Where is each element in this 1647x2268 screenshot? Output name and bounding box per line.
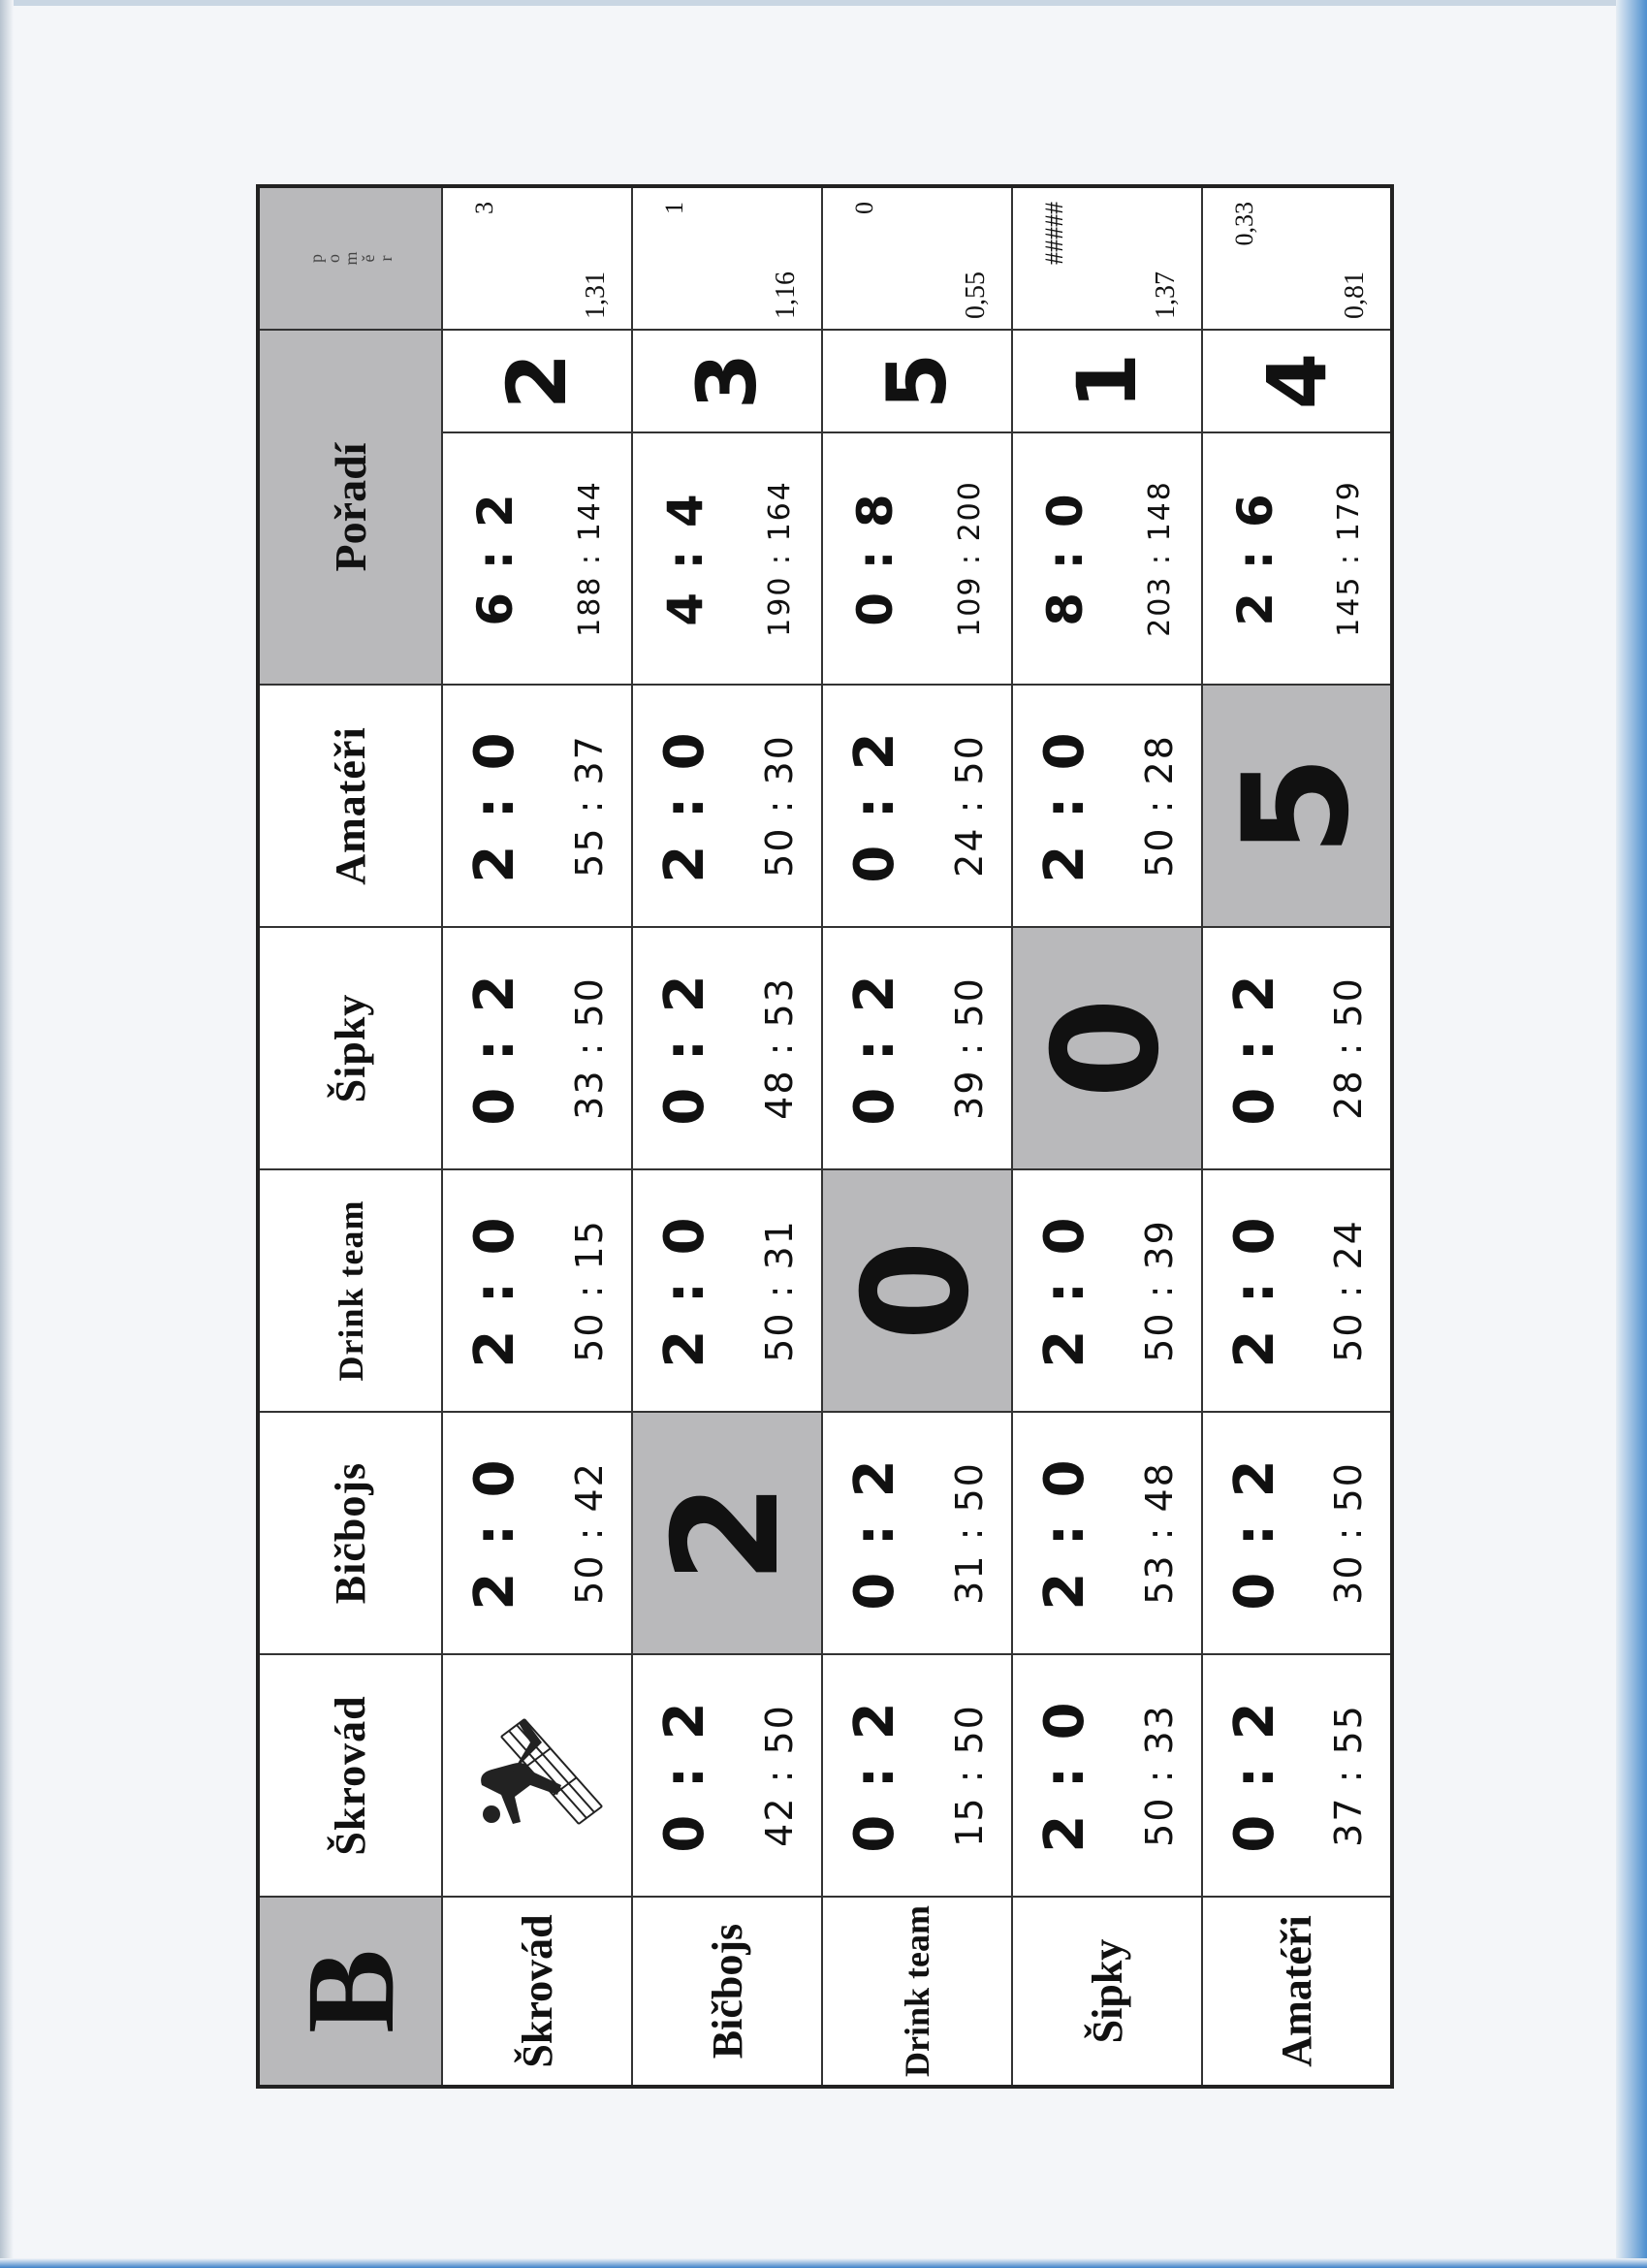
- column-header: Škrovád: [258, 1654, 442, 1897]
- match-cell: 0 : 2 42 : 50: [632, 1654, 822, 1897]
- match-cell: 0 : 2 28 : 50: [1202, 927, 1392, 1169]
- total-cell: 0 : 8 109 : 200: [822, 432, 1012, 685]
- scan-bottom-edge: [0, 2258, 1647, 2268]
- row-header: Drink team: [822, 1897, 1012, 2087]
- group-corner: [258, 1897, 442, 2087]
- diagonal-cell: 2: [632, 1412, 822, 1654]
- match-cell: 0 : 2 33 : 50: [442, 927, 632, 1169]
- match-cell: 2 : 0 50 : 39: [1012, 1169, 1202, 1412]
- match-cell: 2 : 0 50 : 31: [632, 1169, 822, 1412]
- match-cell: 0 : 2 37 : 55: [1202, 1654, 1392, 1897]
- table-row: [1202, 186, 1392, 2087]
- row-header: Bičbojs: [632, 1897, 822, 2087]
- rank-cell: 4: [1202, 330, 1392, 432]
- table-row: [822, 186, 1012, 2087]
- diagonal-cell: 0: [822, 1169, 1012, 1412]
- volleyball-player-icon: [462, 1708, 608, 1843]
- match-cell: 0 : 2 15 : 50: [822, 1654, 1012, 1897]
- match-cell: 0 : 2 39 : 50: [822, 927, 1012, 1169]
- diagonal-cell: 5: [1202, 685, 1392, 927]
- diagonal-cell: 0: [1012, 927, 1202, 1169]
- table-row: [632, 186, 822, 2087]
- row-header: Škrovád: [442, 1897, 632, 2087]
- total-cell: 2 : 6 145 : 179: [1202, 432, 1392, 685]
- ratio-cell: ##### 1,37: [1012, 186, 1202, 330]
- poradi-header: Pořadí: [258, 330, 442, 685]
- scan-left-edge: [0, 0, 14, 2268]
- column-header: Bičbojs: [258, 1412, 442, 1654]
- match-cell: 0 : 2 31 : 50: [822, 1412, 1012, 1654]
- rank-cell: 3: [632, 330, 822, 432]
- diagonal-cell: [442, 1654, 632, 1897]
- table-row: [1012, 186, 1202, 2087]
- results-table: [256, 184, 1394, 2089]
- scan-right-edge: [1616, 0, 1647, 2268]
- header-row: [258, 186, 442, 2087]
- column-header: Šipky: [258, 927, 442, 1169]
- match-cell: 2 : 0 50 : 30: [632, 685, 822, 927]
- total-cell: 8 : 0 203 : 148: [1012, 432, 1202, 685]
- match-cell: 2 : 0 50 : 28: [1012, 685, 1202, 927]
- pomer-label: p o m ě r: [305, 251, 396, 266]
- match-cell: 2 : 0 50 : 33: [1012, 1654, 1202, 1897]
- ratio-cell: 0,33 0,81: [1202, 186, 1392, 330]
- ratio-cell: 3 1,31: [442, 186, 632, 330]
- rank-cell: 2: [442, 330, 632, 432]
- row-header: Amatéři: [1202, 1897, 1392, 2087]
- results-sheet: [256, 188, 1390, 2089]
- match-cell: 0 : 2 24 : 50: [822, 685, 1012, 927]
- match-cell: 2 : 0 50 : 24: [1202, 1169, 1392, 1412]
- row-header: Šipky: [1012, 1897, 1202, 2087]
- pomer-header: [258, 186, 442, 330]
- table-row: [442, 186, 632, 2087]
- rank-cell: 5: [822, 330, 1012, 432]
- ratio-cell: 1 1,16: [632, 186, 822, 330]
- match-cell: 2 : 0 50 : 42: [442, 1412, 632, 1654]
- match-cell: 0 : 2 48 : 53: [632, 927, 822, 1169]
- match-cell: 2 : 0 55 : 37: [442, 685, 632, 927]
- column-header: Amatéři: [258, 685, 442, 927]
- match-cell: 0 : 2 30 : 50: [1202, 1412, 1392, 1654]
- group-letter: B: [280, 1949, 421, 2033]
- total-cell: 6 : 2 188 : 144: [442, 432, 632, 685]
- match-cell: 2 : 0 53 : 48: [1012, 1412, 1202, 1654]
- ratio-cell: 0 0,55: [822, 186, 1012, 330]
- rank-cell: 1: [1012, 330, 1202, 432]
- match-cell: 2 : 0 50 : 15: [442, 1169, 632, 1412]
- column-header: Drink team: [258, 1169, 442, 1412]
- total-cell: 4 : 4 190 : 164: [632, 432, 822, 685]
- scan-top-edge: [0, 0, 1647, 6]
